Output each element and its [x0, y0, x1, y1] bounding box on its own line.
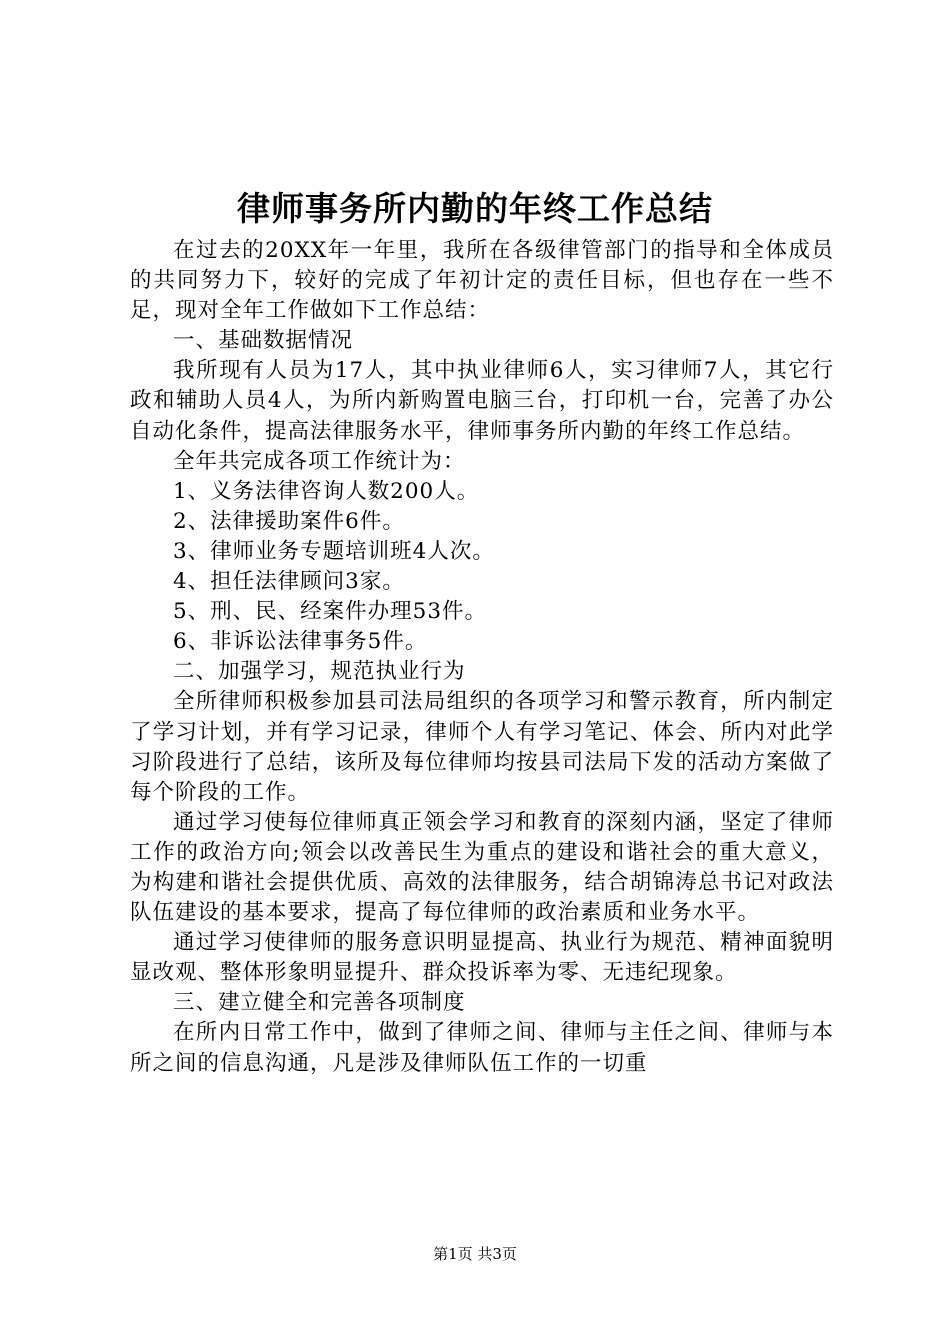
section-heading-study: 二、加强学习，规范执业行为 [173, 659, 466, 685]
statistics-item: 2、法律援助案件6件。 [173, 508, 405, 534]
document-body [130, 236, 834, 1079]
statistics-item: 3、律师业务专题培训班4人次。 [173, 538, 495, 564]
statistics-item: 4、担任法律顾问3家。 [173, 569, 405, 595]
statistics-item: 6、非诉讼法律事务5件。 [173, 629, 428, 655]
systems-paragraph: 在所内日常工作中，做到了律师之间、律师与主任之间、律师与本所之间的信息沟通，凡是涉及律师队伍工作的一切重 [130, 1020, 834, 1076]
study-paragraph: 通过学习使律师的服务意识明显提高、执业行为规范、精神面貌明显改观、整体形象明显提升、群众投诉率为零、无违纪现象。 [130, 930, 834, 986]
study-paragraph: 全所律师积极参加县司法局组织的各项学习和警示教育，所内制定了学习计划，并有学习记录，律师个人有学习笔记、体会、所内对此学习阶段进行了总结，该所及每位律师均按县司法局下发的活动方案做了每个阶段的工作。 [130, 689, 834, 805]
page-title: 律师事务所内勤的年终工作总结 [237, 189, 713, 228]
intro-paragraph: 在过去的20XX年一年里，我所在各级律管部门的指导和全体成员的共同努力下，较好的完成了年初计定的责任目标，但也存在一些不足，现对全年工作做如下工作总结： [130, 238, 834, 324]
statistics-intro: 全年共完成各项工作统计为： [173, 448, 466, 474]
study-paragraph: 通过学习使每位律师真正领会学习和教育的深刻内涵，坚定了律师工作的政治方向;领会以改善民生为重点的建设和谐社会的重大意义，为构建和谐社会提供优质、高效的法律服务，结合胡锦涛总书记对政法队伍建设的基本要求，提高了每位律师的政治素质和业务水平。 [130, 809, 834, 926]
staff-paragraph: 我所现有人员为17人，其中执业律师6人，实习律师7人，其它行政和辅助人员4人，为所内新购置电脑三台，打印机一台，完善了办公自动化条件，提高法律服务水平，律师事务所内勤的年终工作总结。 [130, 358, 834, 444]
section-heading-systems: 三、建立健全和完善各项制度 [173, 990, 466, 1016]
section-heading-basic-data: 一、基础数据情况 [173, 328, 354, 354]
page-number: 第1页 共3页 [433, 1245, 517, 1263]
statistics-item: 1、义务法律咨询人数200人。 [173, 478, 480, 504]
statistics-item: 5、刑、民、经案件办理53件。 [173, 599, 488, 625]
